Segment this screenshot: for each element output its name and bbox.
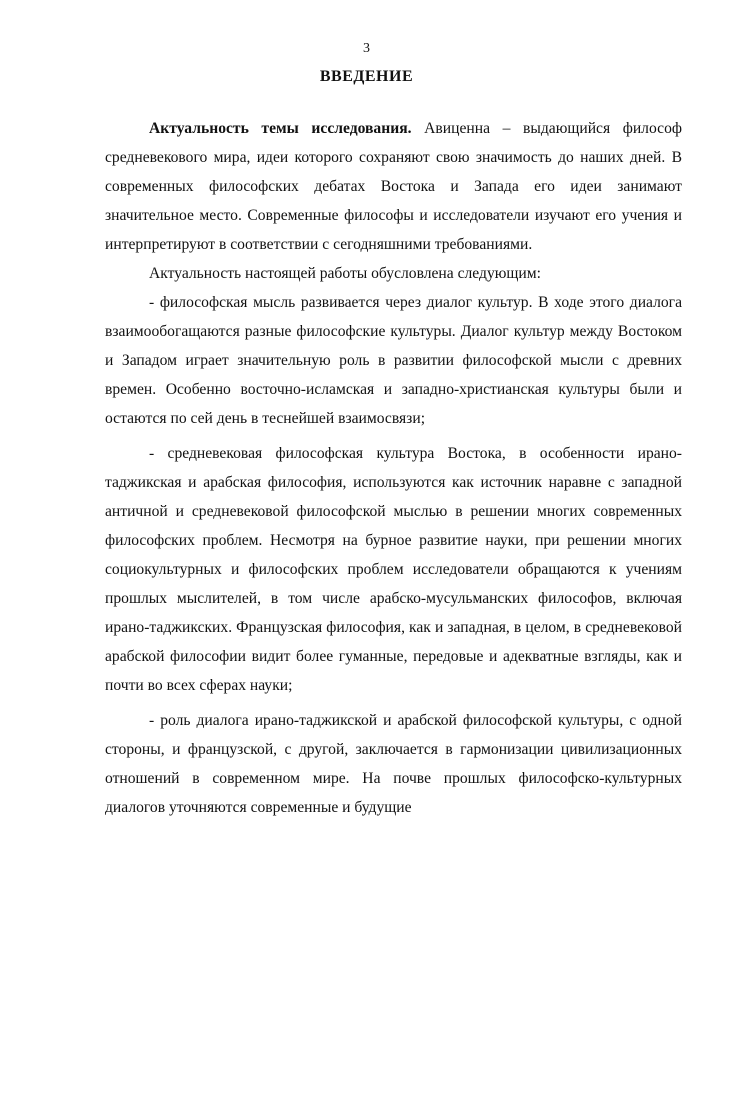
paragraph-text: Авиценна – выдающийся философ средневекового мира, идеи которого сохраняют свою значимость до наших дней. В современных философских дебатах Востока и Запада его идеи занимают значительное место. Современные философы и исследователи изучают его учения и интерпретируют в соответствии с сегодняшними требованиями. [105,120,682,253]
paragraph-point-dialogue: - философская мысль развивается через диалог культур. В ходе этого диалога взаимообогащаются разные философские культуры. Диалог культур между Востоком и Западом играет значительную роль в развитии философской мысли с древних времен. Особенно восточно-исламская и западно-христианская культуры были и остаются по сей день в теснейшей взаимосвязи; [105,294,682,427]
paragraph-intro: Актуальность настоящей работы обусловлена следующим: [149,265,541,282]
paragraph-point-medieval: - средневековая философская культура Востока, в особенности ирано-таджикская и арабская философия, используются как источник наравне с западной античной и средневековой философской мыслью в решении многих современных философских проблем. Несмотря на бурное развитие науки, при решении многих социокультурных и философских проблем исследователи обращаются к учениям прошлых мыслителей, в том числе арабско-мусульманских философов, включая ирано-таджикских. Французская философия, как и западная, в целом, в средневековой арабской философии видит более гуманные, передовые и адекватные взгляды, как и почти во всех сферах науки; [105,445,682,694]
page-number: 3 [363,41,370,56]
section-heading: ВВЕДЕНИЕ [319,68,414,85]
paragraph-point-harmony: - роль диалога ирано-таджикской и арабской философской культуры, с одной стороны, и французской, с другой, заключается в гармонизации цивилизационных отношений в современном мире. На почве прошлых философско-культурных диалогов уточняются современные и будущие [105,712,682,816]
paragraph-lead: Актуальность темы исследования. [149,120,412,137]
paragraph-relevance [105,114,682,259]
document-body [105,114,682,822]
